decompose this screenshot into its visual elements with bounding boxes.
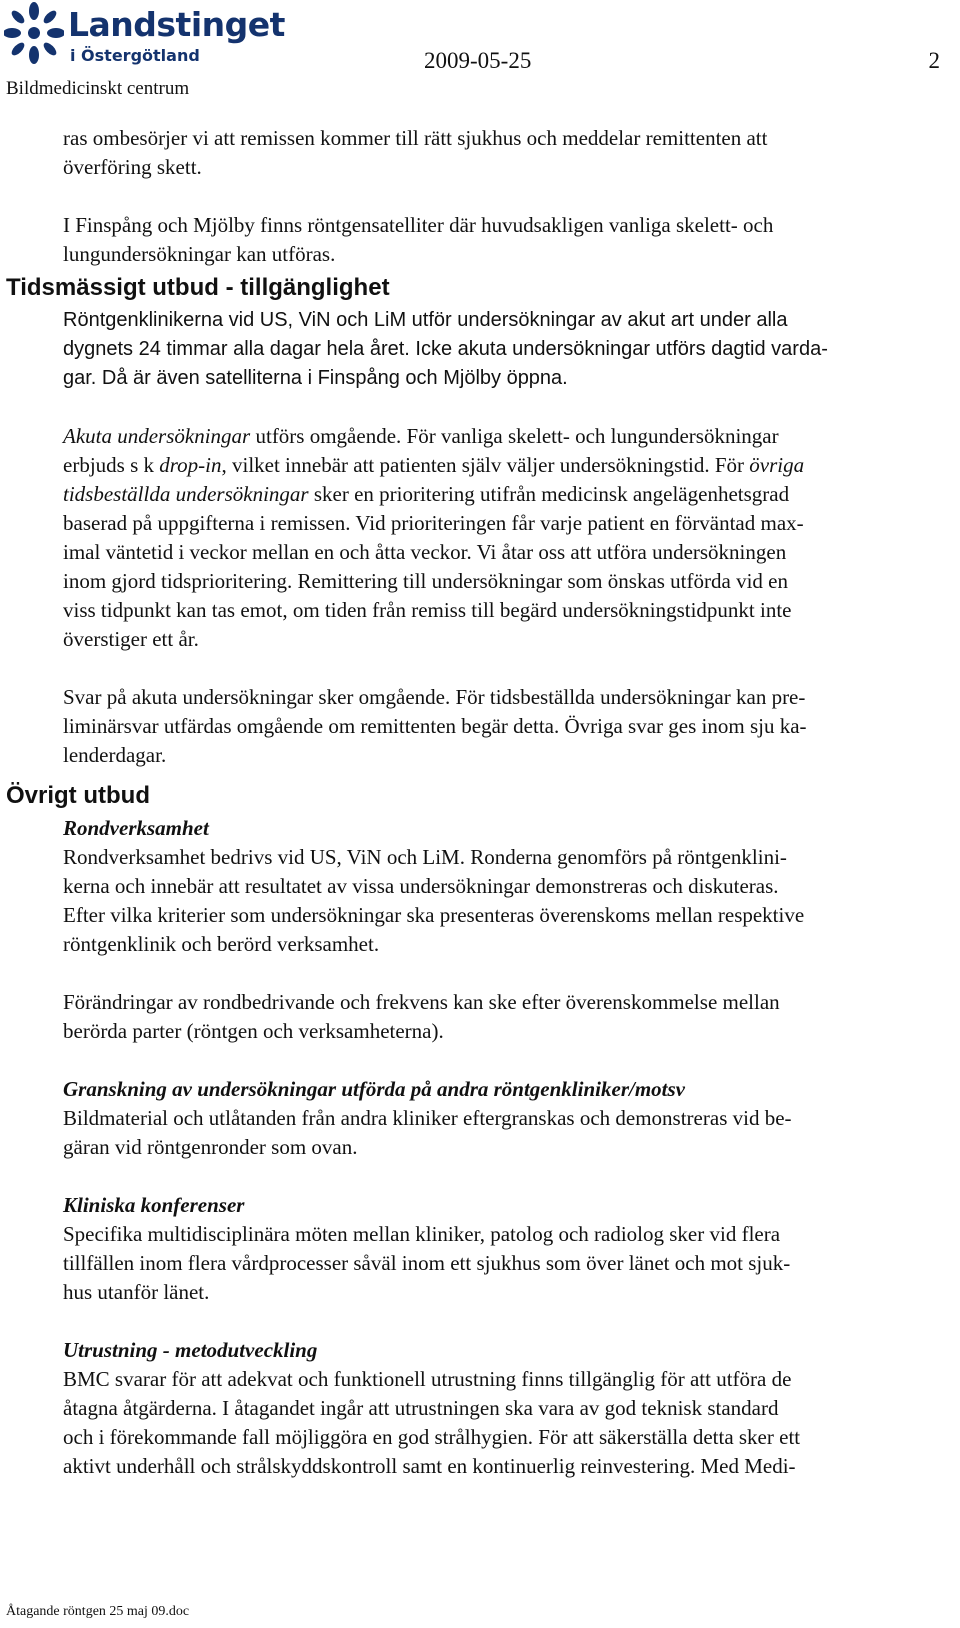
paragraph-line: röntgenklinik och berörd verksamhet. — [63, 932, 380, 956]
text-span: erbjuds s k — [63, 453, 160, 477]
page-number: 2 — [928, 48, 940, 73]
paragraph-line: Röntgenklinikerna vid US, ViN och LiM utför undersökningar av akut art under alla — [63, 309, 788, 331]
paragraph-line — [0, 451, 960, 480]
subheading-review: Granskning av undersökningar utförda på andra röntgenkliniker/motsv — [63, 1077, 685, 1101]
paragraph-line: gäran vid röntgenronder som ovan. — [63, 1135, 358, 1159]
paragraph-line: imal väntetid i veckor mellan en och åtta veckor. Vi åtar oss att utföra undersökningen — [63, 540, 787, 564]
paragraph-line: Förändringar av rondbedrivande och frekvens kan ske efter överenskommelse mellan — [63, 990, 780, 1014]
paragraph-line — [0, 480, 960, 509]
paragraph-line: tillfällen inom flera vårdprocesser såväl inom ett sjukhus som över länet och mot sjuk- — [63, 1251, 791, 1275]
text-span: , vilket innebär att patienten själv väljer undersökningstid. För — [221, 453, 750, 477]
emphasis-text: tidsbeställda undersökningar — [63, 482, 309, 506]
paragraph-line: och i förekommande fall möjliggöra en god strålhygien. För att säkerställa detta sker ett — [63, 1425, 801, 1449]
intro-paragraph-line: lungundersökningar kan utföras. — [63, 242, 336, 266]
paragraph-line: lenderdagar. — [63, 743, 167, 767]
paragraph-line — [0, 422, 960, 451]
paragraph-line: BMC svarar för att adekvat och funktionell utrustning finns tillgänglig för att utföra de — [63, 1367, 792, 1391]
paragraph-line: Svar på akuta undersökningar sker omgående. För tidsbeställda undersökningar kan pre- — [63, 685, 806, 709]
paragraph-line: gar. Då är även satelliterna i Finspång och Mjölby öppna. — [63, 367, 568, 389]
paragraph-line: dygnets 24 timmar alla dagar hela året. Icke akuta undersökningar utförs dagtid varda- — [63, 338, 828, 360]
paragraph-line: liminärsvar utfärdas omgående om remittenten begär detta. Övriga svar ges inom sju ka- — [63, 714, 807, 738]
paragraph-line: inom gjord tidsprioritering. Remittering till undersökningar som önskas utförda vid en — [63, 569, 788, 593]
section-heading-availability: Tidsmässigt utbud - tillgänglighet — [6, 274, 390, 301]
document-date: 2009-05-25 — [424, 48, 532, 73]
logo-name: Landstinget — [68, 5, 285, 44]
footer-filename: Åtagande röntgen 25 maj 09.doc — [6, 1604, 190, 1619]
text-span: sker en prioritering utifrån medicinsk angelägenhetsgrad — [308, 482, 790, 506]
paragraph-line: Specifika multidisciplinära möten mellan kliniker, patolog och radiolog sker vid flera — [63, 1222, 781, 1246]
paragraph-line: baserad på uppgifterna i remissen. Vid prioriteringen får varje patient en förväntad max- — [63, 511, 804, 535]
intro-paragraph-line: överföring skett. — [63, 155, 202, 179]
subheading-equipment: Utrustning - metodutveckling — [63, 1338, 318, 1362]
logo-emblem-icon — [4, 2, 64, 64]
subheading-conferences: Kliniska konferenser — [63, 1193, 245, 1217]
paragraph-line: aktivt underhåll och strålskyddskontroll samt en kontinuerlig reinvestering. Med Medi- — [63, 1454, 796, 1478]
intro-paragraph-line: ras ombesörjer vi att remissen kommer till rätt sjukhus och meddelar remittenten att — [63, 126, 768, 150]
section-heading-other: Övrigt utbud — [6, 782, 150, 809]
intro-paragraph-line: I Finspång och Mjölby finns röntgensatelliter där huvudsakligen vanliga skelett- och — [63, 213, 774, 237]
paragraph-line: viss tidpunkt kan tas emot, om tiden från remiss till begärd undersökningstidpunkt inte — [63, 598, 792, 622]
emphasis-text: övriga — [749, 453, 805, 477]
text-span: utförs omgående. För vanliga skelett- och lungundersökningar — [250, 424, 779, 448]
paragraph-line: Bildmaterial och utlåtanden från andra kliniker eftergranskas och demonstreras vid be- — [63, 1106, 792, 1130]
paragraph-line: åtagna åtgärderna. I åtagandet ingår att utrustningen ska vara av god teknisk standard — [63, 1396, 779, 1420]
paragraph-line: kerna och innebär att resultatet av vissa undersökningar demonstreras och diskuteras. — [63, 874, 779, 898]
subheading-rounds: Rondverksamhet — [63, 816, 209, 840]
emphasis-text: Akuta undersökningar — [63, 424, 251, 448]
paragraph-line: Rondverksamhet bedrivs vid US, ViN och LiM. Ronderna genomförs på röntgenklini- — [63, 845, 787, 869]
department-name: Bildmedicinskt centrum — [6, 78, 190, 99]
paragraph-line: Efter vilka kriterier som undersökningar ska presenteras överenskoms mellan respektive — [63, 903, 805, 927]
paragraph-line: överstiger ett år. — [63, 627, 199, 651]
emphasis-text: drop-in — [159, 453, 222, 477]
document-body — [0, 124, 960, 1481]
landstinget-logo — [4, 2, 294, 72]
logo-subtitle: i Östergötland — [70, 46, 200, 65]
paragraph-line: hus utanför länet. — [63, 1280, 210, 1304]
paragraph-line: berörda parter (röntgen och verksamheterna). — [63, 1019, 444, 1043]
